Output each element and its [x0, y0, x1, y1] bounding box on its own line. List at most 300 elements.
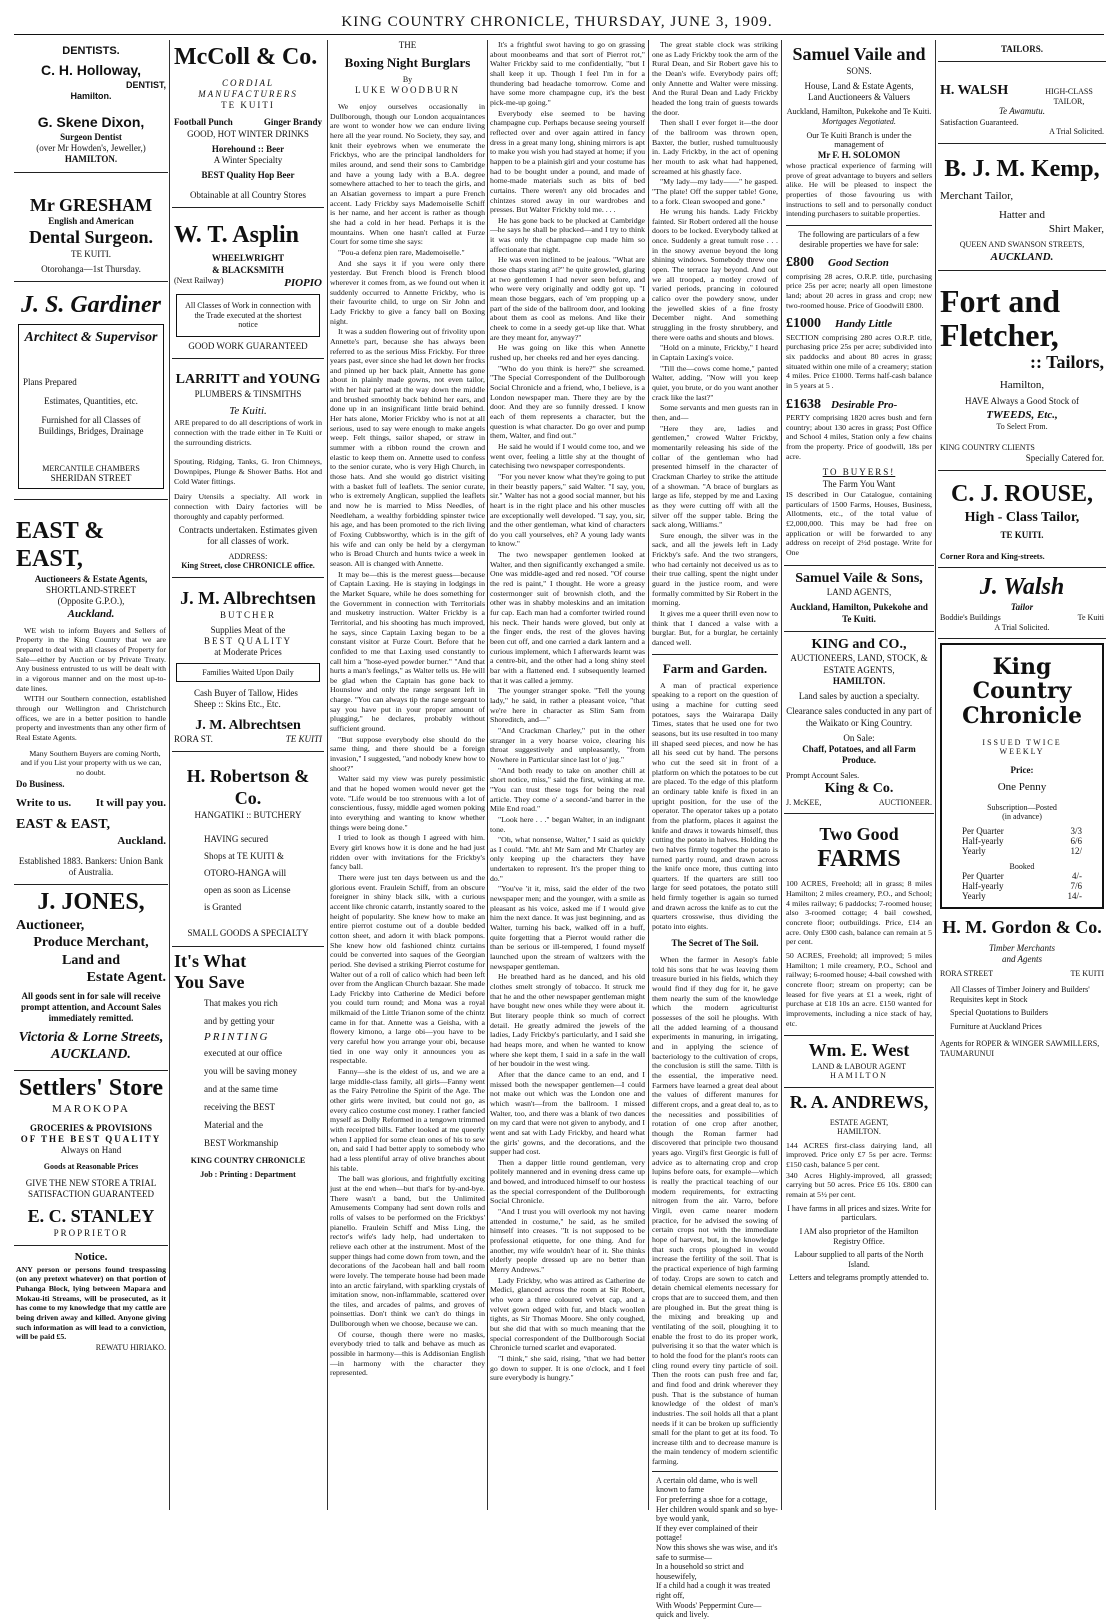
vaile-ad [784, 40, 934, 566]
advertiser-name: H. M. Gordon & Co. [942, 917, 1102, 938]
advertiser-name: Fort and [940, 283, 1060, 320]
advertiser-title: Tailor [1010, 601, 1034, 612]
product-name: Horehound :: Beer [211, 143, 285, 154]
advertiser-title: DENTIST, [125, 79, 166, 90]
advertiser-name: B. J. M. Kemp, [944, 155, 1100, 182]
story-paragraph: The ball was glorious, and frightfully exciting just at the end when—but that's for by-and-bye. There wasn't a band, but the Unlimited Amusements Company had sent down rolls and rolls of valses to be performed on the Frickbys' pianello. Fraulein Schiff and Miss Ling, the rector's wife's lady help, had undertaken to relieve each other at the instrument. Most of the supper things had come down from town, and the decorations of the Jacobean hall and ball room were lovely. The temperate house had been made into an arctic fairyland, with sparkling crystals of imitation snow, non-inflammable, scattered over the tiles, and arcades of palms, and groves of poinsettias. Don't think we can't do things in Dullborough when we choose, because we can. [330, 1174, 485, 1329]
property-description: SECTION comprising 280 acres O.R.P. title, purchasing price 25s per acre; subdivided into six paddocks and about 80 acres in grass; situated within one mile of a creamery; station 4 miles. Price £1000. Terms half-cash balance in 5 years at 5 . [786, 332, 932, 390]
column-2 [172, 40, 324, 1185]
rate-row: Per Quarter 3/3 [962, 825, 1082, 836]
robertson-ad [172, 752, 324, 946]
advertiser-address: QUEEN AND SWANSON STREETS, [959, 240, 1085, 250]
notice-text: ANY person or persons found trespassing (on any pretext whatever) on that portion of Puhanga Block, lying between Mapara and Mokau-iti Streams, will be prosecuted, as it has come to my knowledge that my cattle are being driven away and killed. Anyone giving such information as will lead to a conviction, will be paid £5. [16, 1264, 166, 1342]
service-line: All Classes of Timber Joinery and Builders' Requisites kept in Stock [950, 985, 1090, 1004]
advertiser-place: AUCKLAND. [51, 1047, 131, 1063]
ad-line: and by getting your [204, 1015, 275, 1026]
publication-title: King [992, 654, 1052, 681]
ad-paragraph: Dairy Utensils a specialty. All work in connection with Dairy factories will be thoroughly and capably performed. [174, 492, 322, 521]
story-paragraph: "And Crackman Charley," put in the other stranger in a very hoarse voice, clearing his throat suggestively and unpleasantly, "from Nowhere in Particular since last lot o' jug." [490, 725, 645, 764]
property-price: £1000 [786, 316, 821, 332]
jones-ad [14, 885, 168, 1070]
advertiser-place: Auckland. [117, 834, 166, 847]
property-description: PERTY comprising 1820 acres bush and fern country; about 130 acres in grass; Post Office and School 4 miles, Station only a few chains from the property. Price of goodwill, 18s per acre. [786, 413, 932, 461]
printing-ad [172, 947, 324, 1186]
advertiser-place: Auckland, Hamilton, Pukekohe and Te Kuiti. [790, 602, 928, 624]
albrechtsen-ad [172, 578, 324, 752]
advertiser-subtitle: HIGH-CLASS TAILOR, [1045, 87, 1093, 106]
service-line: Supplies Meat of the [210, 624, 286, 635]
story-paragraph: It may be—this is the merest guess—because of Captain Laxing. He is staying in lodgings in the Market Square, while he does something for the Government in connection with Territorials and musketry instruction. Walter Frickby is a Territorial, and his shooting has much improved, he says, since Captain Laxing began to be a constant visitor at Furze Court. Before that he confided to me that Laxing used constantly to call him a "hose-eyed powder burner." "And that hurts a man's feelings," as Walter tells us. He will be glad when the Captain has gone back to Hounslow and only the range sergeant left in charge. "You can always tip the range sergeant to say you have put in your proper amount of plugging," he declares, probably without sufficient ground. [330, 569, 485, 734]
advertiser-subtitle: House, Land & Estate Agents, [804, 80, 914, 91]
advertiser-address: Boddie's Buildings [940, 613, 1001, 623]
advertiser-title: Estate Agent. [86, 970, 166, 986]
advertiser-name: J. M. Albrechtsen [180, 587, 316, 608]
service-line: GROCERIES & PROVISIONS [29, 1122, 153, 1133]
advertiser-title: Architect & Supervisor [24, 330, 158, 346]
service-box: Families Waited Upon Daily [176, 663, 320, 683]
service-line: On Sale: [843, 732, 875, 743]
advertiser-place: Te Kuiti [1077, 613, 1104, 623]
ad-paragraph: HAVING secured Shops at TE KUITI & OTORO-HANGA will open as soon as License is Granted [204, 833, 291, 913]
advertiser-address: (over Mr Howden's, Jeweller,) [36, 143, 146, 154]
advertiser-place: PIOPIO [284, 276, 322, 289]
publisher-department: Job : Printing : Department [200, 1169, 296, 1179]
advertiser-name: H. WALSH [940, 83, 1009, 99]
rate-row: Half-yearly 7/6 [962, 881, 1082, 892]
column-rule [648, 40, 649, 1510]
west-ad [784, 1036, 934, 1088]
advertiser-title: & BLACKSMITH [212, 264, 284, 275]
section-heading: TO BUYERS! [822, 467, 896, 478]
ad-emphasis: Do Business. [16, 778, 65, 789]
column-rule [327, 40, 328, 1510]
article-subtitle: The Secret of The Soil. [671, 937, 759, 948]
poem-line: With Woods' Peppermint Cure—quick and lively. [656, 1600, 762, 1620]
ad-paragraph: ARE prepared to do all descriptions of work in connection with the trade either in Te Kuiti or the surrounding districts. [174, 418, 322, 447]
advertiser-address: SHORTLAND-STREET [46, 584, 136, 595]
advertiser-name: J. Walsh [979, 574, 1065, 601]
service-line: A Trial Solicited. [1049, 127, 1104, 137]
advertiser-place: TE KUITI [285, 734, 322, 745]
story-author: LUKE WOODBURN [354, 84, 461, 95]
ad-paragraph: Many Southern Buyers are coming North, and if you List your property with us we can, no doubt. [20, 748, 162, 777]
rate-row: Per Quarter 4/- [962, 871, 1082, 882]
advertiser-place: HAMILTON. [64, 154, 118, 165]
service-line: Obtainable at all Country Stores [190, 189, 306, 200]
service-line: Furnished for all Classes of Buildings, Bridges, Drainage [38, 415, 144, 437]
poem-line: Her children would spank and so bye-bye would yank, [656, 1504, 778, 1524]
poem-line: If a child had a cough it was treated right off, [656, 1581, 771, 1600]
advertiser-name: LARRITT and YOUNG [175, 372, 321, 388]
manager-name: Mr F. H. SOLOMON [817, 149, 901, 160]
story-paragraph: He wrung his hands. Lady Frickby fainted. Sir Robert ordered all the house doors to be locked. Everybody talked at once. Suddenly a great tumult rose . . . in the snowy avenue beyond the long shining windows. Somebody threw one open. The terrace lay beyond. And out we all trooped, a motley crowd of varied periods, prancing in coloured calico over the powdery snow, under the jewelled skies of a fine frosty December night. And something struggling in the frosty shrubbery, and there were oaths and shouts and blows. [652, 207, 778, 342]
advertiser-place: HANGATIKI :: BUTCHERY [194, 809, 302, 820]
service-line: I AM also proprietor of the Hamilton Registry Office. [799, 1226, 919, 1246]
advertiser-name: G. Skene Dixon, [37, 114, 145, 131]
advertiser-subtitle: AUCTIONEERS, LAND, STOCK, & ESTATE AGENTS, [790, 653, 928, 675]
section-heading: TAILORS. [1000, 44, 1044, 54]
masthead: KING COUNTRY CHRONICLE, THURSDAY, JUNE 3, 1909. [341, 14, 773, 30]
advertiser-place: Auckland, Hamilton, Pukekohe and Te Kuiti. [786, 107, 932, 117]
proprietor-name: E. C. STANLEY [27, 1206, 155, 1227]
section-heading: DENTISTS. [62, 45, 120, 57]
service-line: Cash Buyer of Tallow, Hides Sheep :: Skins Etc., Etc. [194, 688, 298, 710]
advertiser-name: Fletcher, [940, 316, 1059, 353]
poem-line: For preferring a shoe for a cottage, [656, 1494, 768, 1504]
column-rule [169, 40, 170, 1510]
story-paragraph: "Here they are, ladies and gentlemen," crowed Walter Frickby, momentarily releasing his side of the collar of the gentleman who had presented himself in the character of Crackman Charley to strike the attitude of a showman. "A brace of burglars as large as life, stepped by me and Laxing as they were cutting off with all the silver off the supper table. Bring the sack along, Williams." [652, 423, 778, 530]
story-paragraph: "Who do you think is here?" she screamed. "The Special Correspondent of the Dullborough Social Chronicle and a friend, who, I believe, is a London newspaper man. There they are by the door. And they are so funnily dressed. I know each of them represents a character, but the question is what character. Do go over and pump them, Walter, and find out." [490, 363, 645, 441]
poem-line: A certain old dame, who is well known to fame [656, 1475, 758, 1495]
advertiser-name: King & Co. [824, 781, 894, 797]
advertiser-place: TE KUITI [221, 100, 275, 111]
property-title: Good Section [828, 257, 889, 270]
article-paragraph: A man of practical experience speaking to a report on the question of using a machine for cutting seed potatoes, says the Wairarapa Daily Times, states that he used one for two seasons, but its use resulted in too many ill shaped seed pieces, and now he has all his seed cut by hand. The persons who cut the seed sit in front of a platform on which the potatoes to be cut are placed. To the edge of this platform an ordinary table knife is fixed in an upright position, for the use of the operator. The operator takes up a potato from the platform, places it against the knife and draws it towards himself, thus cutting the potato in halves. Holding the two halves firmly together the potato is turned partly round, and drawn across the knife once more, thus cutting into quarters. If the quarters are still too large for seed potatoes, the potato still held firmly together is again so turned and drawn across the knife as to cut the quarters crosswise, thus dividing the potato into eights. [652, 680, 778, 932]
advertiser-subtitle: PLUMBERS & TINSMITHS [194, 388, 302, 399]
advertiser-subtitle: and Agents [1001, 954, 1043, 965]
issue-frequency: ISSUED TWICE WEEKLY [982, 737, 1062, 757]
service-line: Goods at Reasonable Prices [43, 1162, 139, 1172]
service-line: To Select From. [996, 421, 1048, 431]
rate-row: Half-yearly 6/6 [962, 835, 1082, 846]
advertiser-place: MAROKOPA [52, 1103, 130, 1116]
subscription-note: (in advance) [1002, 812, 1042, 822]
poem-line: In a household so strict and housewifely, [656, 1562, 744, 1581]
proprietor-title: PROPRIETOR [53, 1228, 129, 1239]
vaile-sons-ad [784, 566, 934, 632]
established-note: Established 1883. Bankers: Union Bank of Australia. [18, 855, 164, 878]
asplin-ad [172, 208, 324, 359]
advertiser-address: Corner Rora and King-streets. [940, 551, 1045, 561]
story-paragraph: "Hold on a minute, Frickby," I heard in Captain Laxing's voice. [652, 343, 778, 362]
column-rule [935, 40, 936, 1510]
advertiser-subtitle: ESTATE AGENT, [829, 1117, 889, 1127]
ad-paragraph: All goods sent in for sale will receive prompt attention, and Account Sales immediately remitted. [20, 990, 162, 1024]
advertiser-place: HAMILTON [830, 1071, 888, 1081]
service-line: GOOD WORK GUARANTEED [188, 341, 308, 352]
notice-signature: REWATU HIRIAKO. [95, 1342, 166, 1352]
story-kicker: THE [398, 40, 417, 50]
service-line: A Trial Solicited. [994, 622, 1050, 632]
advertiser-name: C. H. Holloway, [40, 62, 142, 79]
service-line: TWEEDS, Etc., [986, 408, 1058, 421]
advertiser-address: (Opposite G.P.O.), [57, 596, 125, 607]
subscription-heading: Subscription—Posted [987, 802, 1057, 812]
column-rule [487, 40, 488, 1510]
price-value: One Penny [997, 781, 1047, 794]
story-paragraph: "Till the—cows come home," panted Walter, adding, "Now will you keep quiet, you brute, or do you want another crack like the last?" [652, 363, 778, 402]
section-subheading: The Farm You Want [822, 478, 896, 489]
story-paragraph: "Pou-a defenz pien rare, Mademoiselle." [338, 247, 465, 257]
fort-fletcher-ad [938, 271, 1106, 471]
ad-emphasis: Write to us. [16, 796, 72, 809]
service-line: Satisfaction Guaranteed. [940, 117, 1019, 127]
two-farms-ad [784, 814, 934, 1036]
advertiser-place: Hamilton. [70, 91, 112, 102]
story-paragraph: There were just ten days between us and the glorious event. Fraulein Schiff, from an obscure foreigner in shiny black silk, with a curious accent like chronic catarrh, instantly soared to the height of popularity. She knew how to make an entire pierrot costume out of a double bedded cotton sheet, and adorn it with black pompons. She knew how old fashioned chintz curtains could be converted into saques of the Georgian period. She devised a striking Pierrot costume for Walter out of a roll of calico which had been left over from the Anglican Church bazaar. She made Lady Frickby into Catherine de Medici before you could turn round; and Mona was a royal milkmaid of the Little Trianon some of the chintz came in for that. Annette was a Geisha, with a flowery kimono, a large obi—you have to be very careful how you arrange your obi, because tied in one way only it announces you as respectable. [330, 872, 486, 1066]
advertiser-name: KING and CO., [811, 636, 907, 652]
story-paragraph: Then a dapper little round gentleman, very politely mannered and in evening dress came up and bowed, and introduced himself to our hostess as the special correspondent of the Dullborough Social Chronicle. [490, 1157, 645, 1206]
advertiser-name: Wm. E. West [808, 1040, 910, 1061]
property-title: Handy Little [835, 318, 893, 331]
story-paragraph: The two newspaper gentlemen looked at Walter, and then significantly exchanged a smile. One was middle-aged and red nosed. "Of course the red is paint," I thought. He wore a greasy costermonger suit of brownish cloth, and the other was in shabby moleskins and an imitation fur cap. Each man had a comforter twirled round his neck. Their hands were gloved, but only at the finger ends, the rest of the gloves having been cut off, and one carried a dark lantern and a curious implement, which I afterwards learnt was a centre-bit, and the other had a long shiny steel bar with a flattened end. I subsequently learned that it was called a jemmy. [490, 550, 645, 685]
advertiser-address: Victoria & Lorne Streets, [18, 1029, 164, 1045]
advertiser-name: J. JONES, [37, 889, 145, 916]
advertiser-subtitle: LAND AGENTS, [826, 587, 892, 598]
service-line: at Moderate Prices [214, 647, 282, 658]
advertiser-title: Land and [62, 952, 120, 968]
story-byline-prefix: By [402, 75, 413, 85]
settlers-ad [14, 1071, 168, 1247]
ad-line: That makes you rich [204, 997, 278, 1008]
advertiser-title: WHEELWRIGHT [211, 253, 285, 264]
chronicle-ad [940, 643, 1104, 909]
advertiser-address: RORA STREET [940, 969, 994, 979]
story-paragraph: He has gone back to be plucked at Cambridge—he says he shall be plucked—and I try to think it was only the champagne cup made him so affectionate that night. [490, 215, 645, 254]
advertiser-title: Merchant Tailor, [940, 190, 1014, 203]
advertiser-title: Dental Surgeon. [28, 227, 153, 248]
story-paragraph: "And I trust you will overlook my not having attended in costume," he said, as he smiled himself into creases. "It is not supposed to be professional etiquette, for one thing. And for another, my wife wouldn't hear of it. She thinks elderly people dressed up are no better than Merry Andrews." [490, 1207, 645, 1275]
price-heading: Price: [1010, 765, 1034, 776]
advertiser-subtitle: Timber Merchants [989, 942, 1055, 953]
advertiser-title: BUTCHER [219, 609, 276, 620]
ad-paragraph: The following are particulars of a few desirable properties we have for sale: [786, 225, 932, 249]
story-paragraph: "Oh, what nonsense, Walter," I said as quickly as I could. "Mr. ah! Mr Sam and Mr Charley are only keeping up the characters they have undertaken to represent. It's the proper thing to do." [490, 835, 645, 883]
top-rule [14, 34, 1104, 35]
story-paragraph: I tried to look as though I agreed with him. Every girl knows how it is done and he had just ridden over with invitations for the Frickby's fancy ball. [330, 833, 485, 872]
story-paragraph: He said he would if I would come too, and we went over, feeling a little shy at the thought of catechising two newspaper correspondents. [490, 441, 645, 471]
story-paragraph: The younger stranger spoke. "Tell the young lady," he said, in rather a pleasant voice, "that we're here in character as Slim Sam from Shoreditch, and—" [490, 686, 645, 725]
poem-line: Now this shows she was wise, and it's safe to surmise— [656, 1542, 778, 1562]
story-paragraph: Fanny—she is the eldest of us, and we are a large middle-class family, all girls—Fanny went as the Fairy Petroline the Spirit of the Age. The other girls were invited, but could not go, as every calico costume cost money. I rather fancied myself as Dolly Reformed in a tengown trimmed with receipted bills. Father looked at me queerly when I applied for some clean ones of his to sew on, and said I had better apply to somebody who had a less plentiful array of olive branches about his table. [330, 1067, 485, 1173]
service-line: Special Quotations to Builders [950, 1008, 1048, 1018]
service-line: Letters and telegrams promptly attended to. [789, 1273, 929, 1283]
advertiser-place: Hamilton, [999, 379, 1045, 392]
story-paragraph: Sure enough, the silver was in the sack, and all the jewels left in Lady Frickby's safe. And the two strangers, who had certainly not deceived us as to their true calling, spent the night under guard in the justice room, and were formally committed by Sir Robert in the morning. [652, 530, 778, 608]
story-paragraph: And she says it if you were only there yesterday. But French blood is French blood wherever it comes from, as we found out when it suddenly occurred to Annette Frickby, who is their favourite child, to urge on Sir John and Lady Frickby to give a fancy ball on Boxing night. [330, 258, 485, 326]
ad-paragraph: Contracts undertaken. Estimates given for all classes of work. [178, 525, 318, 547]
advertiser-address: King Street, close CHRONICLE office. [181, 561, 315, 571]
ad-line: you will be saving money [204, 1065, 297, 1076]
advertiser-address: SHERIDAN STREET [50, 473, 132, 484]
ad-paragraph: Spouting, Ridging, Tanks, G. Iron Chimneys, Downpipes, Plunge & Shower Baths. Hot and Cold Water fittings. [174, 457, 322, 486]
advertiser-name: Settlers' Store [18, 1074, 164, 1101]
j-walsh-ad [938, 568, 1106, 639]
gardiner-ad [14, 282, 168, 500]
story-paragraph: "For you never know what they're going to put in their beastly papers," said Walter. "I say, you, sir." Walter has not a good social manner, but his heart is in the right place and his other muscles are exceptionally well developed. "I say, you, sir, and the other gentleman, what kind of characters do you call yourselves, eh? A young lady wants to know." [490, 471, 645, 549]
story-paragraph: After that the dance came to an end, and I missed both the newspaper gentlemen—I could not make out which was the London one and which wasn't—from the ballroom. I missed Walter, too, and there was a blank of two dances on my card that were not given to anybody, and I went and sat with Lady Frickby, and heard what the girls' gowns, and the decorations, and the supper had cost. [490, 1069, 645, 1157]
advertiser-place: TE KUITI. [71, 248, 111, 259]
ad-line: receiving the BEST [204, 1101, 275, 1112]
advertiser-name: J. S. Gardiner [20, 292, 162, 319]
advertiser-subtitle: MANUFACTURERS [198, 88, 298, 99]
story-paragraph: "I think," she said, rising, "that we had better go down to supper. It is one o'clock, and I feel sure everybody is hungry." [490, 1353, 645, 1383]
service-line: Always on Hand [60, 1145, 122, 1156]
advertiser-name: EAST & EAST, [16, 518, 105, 573]
service-line: Plans Prepared [23, 376, 77, 387]
story-paragraph: Of course, though there were no masks, everybody tried to talk and behave as much as possible in harmony—this is Addisonian English—in harmony with the character they represented. [330, 1329, 485, 1378]
column-1 [14, 40, 168, 1358]
story-paragraph: It gives me a queer thrill even now to think that I danced a valse with a burglar. But, for a burglar, he certainly danced well. [652, 609, 778, 648]
ad-paragraph: Our Te Kuiti Branch is under the management of [806, 130, 912, 150]
advertiser-name: Samuel Vaile & Sons, [795, 570, 923, 586]
advertiser-address: (Next Railway) [174, 275, 224, 285]
column-4 [490, 40, 645, 1384]
service-line: BEST QUALITY [203, 636, 293, 646]
auctioneer-title: AUCTIONEER. [878, 797, 932, 807]
story-paragraph: Lady Frickby, who was attired as Catherine de Medici, glanced across the room at Sir Robert, who wore a three coloured velvet cap, and a velvet gown edged with fur, and black woollen tights, as Sir Thomas Moore. She only coughed, but she did that with so much meaning that the special correspondent of the Dullborough Social Chronicle turned scarlet and evaporated. [490, 1275, 645, 1353]
address-heading: ADDRESS: [228, 551, 268, 561]
property-title: Desirable Pro- [831, 398, 898, 411]
story-paragraph: Some servants and men guests ran in then, and— [652, 403, 778, 422]
property-description: 100 ACRES, Freehold; all in grass; 8 miles Hamilton; 2 miles creamery, P.O., and School; 4 miles railway; 6 paddocks; 7-roomed house; also 3-roomed cottage; 4 bail cowshed, concrete floor; outbuildings. Price, £14 an acre. Only £300 cash, balance can remain at 5 per cent. [786, 879, 932, 947]
story-paragraph: He was going on like this when Annette rushed up, her cheeks red and her eyes dancing. [490, 343, 645, 362]
service-line: I have farms in all prices and sizes. Write for particulars. [787, 1203, 931, 1223]
h-walsh-ad [938, 62, 1106, 144]
product-name: Football Punch [174, 117, 233, 128]
advertiser-name: W. T. Asplin [174, 221, 299, 248]
story-paragraph: Everybody else seemed to be having champagne cup. Perhaps because seeing yourself reflected over and over again attired in fancy dress in a great many long, shining mirrors is apt to make you wish you had stayed at home; if you happen to be a plainish girl and your costume has had to be bought under a pound, and made of home-made materials such as bits of bed curtains. There weren't any old brocades and chintzes stored away in our wardrobes and presses. But Walter Frickby told me. . . . [490, 108, 645, 215]
column-3 [330, 40, 485, 1379]
advertiser-title: Auctioneer, [16, 917, 85, 933]
service-line: A Winter Specialty [213, 155, 283, 166]
service-line: SMALL GOODS A SPECIALTY [187, 928, 309, 939]
service-line: Chaff, Potatoes, and all Farm Produce. [802, 744, 916, 766]
property-description: 144 ACRES first-class dairying land, all improved. Price only £7 5s per acre. Terms: £150 cash, balance 5 per cent. [786, 1140, 932, 1170]
advertiser-place: HAMILTON. [832, 675, 886, 686]
ad-paragraph: whose practical experience of farming will prove of great advantage to buyers and sellers alike. He will be pleased to inspect the properties of those favouring us with instructions to sell and to personally conduct intending purchasers to suitable properties. [786, 160, 932, 219]
advertiser-place: Te Kuiti. [229, 405, 267, 418]
advertiser-subtitle: Auctioneers & Estate Agents, [34, 573, 148, 584]
service-line: KING COUNTRY CLIENTS [940, 443, 1035, 453]
gresham-ad [14, 173, 168, 283]
subscription-heading: Booked [1009, 861, 1035, 871]
advertiser-title: Surgeon Dentist [60, 131, 122, 142]
service-box: All Classes of Work in connection with the Trade executed at the shortest notice [176, 294, 320, 337]
property-description: 340 Acres Highly-improved, all grassed; carrying but 50 acres. Price £6 10s. £800 can remain at 5½ per cent. [786, 1170, 932, 1200]
story-paragraph: We enjoy ourselves occasionally in Dullborough, though our London acquaintances are wont to wonder how we can endure living here all the year round. No Society, they say, and knit their eyebrows when we enumerate the Frickbys, who are the principal landholders for miles around, and send their sons to Cambridge and have a young lady with a B.A. degree somewhere attached to her to teach the girls, and an Alsatian governess to impart a pure French accent. Lady Frickby says Mademoiselle Schiff is her name, and her accent is rather as though she had a cold in her head. Perhaps it is the mountains. When one hasn't called at Furze Court for some time she says: [330, 102, 485, 247]
advertiser-subtitle: CORDIAL [222, 77, 274, 88]
advertiser-subtitle: LAND & LABOUR AGENT [812, 1061, 906, 1071]
notice-ad [14, 1246, 168, 1358]
tailors-section [938, 40, 1106, 62]
story-paragraph: He breathed hard as he danced, and his old clothes smelt strongly of tobacco. It struck me that he and the other newspaper gentleman might have bought new ones while they were about it. But literary people think so much of correct detail. He greatly admired the jewels of the ladies, Lady Frickby's particularly, and I said she had heaps more, and when he wanted to know where she kept them, I said in a safe in the wall of her boudoir in the west wing. [490, 972, 645, 1069]
story-paragraph: "And both ready to take on another chill at short notice, miss," said the first, winking at me. "You can trust these togs for being the real article. They come o' a second-'and barrer in the Mile End road." [490, 765, 645, 814]
advertiser-place: AUCKLAND. [990, 250, 1054, 263]
column-6 [784, 40, 934, 1289]
story-title: Boxing Night Burglars [344, 55, 471, 71]
story-paragraph: "My lady—my lady——" he gasped. "The plate! Off the supper table! Gone, to a fork. Clean swooped and gone." [652, 177, 778, 206]
ad-line: PRINTING [204, 1030, 270, 1043]
gordon-ad [938, 913, 1106, 1064]
advertiser-name: McColl & Co. [174, 44, 318, 70]
story-paragraph: "But suppose everybody else should do the same thing, and there should be a foreign invasion," I suggested, "and nobody knew how to shoot?" [330, 734, 485, 773]
advertiser-name: R. A. ANDREWS, [789, 1092, 929, 1113]
story-paragraph: It's a frightful swot having to go on grassing about moonbeams and that sort of Pierrot rot," Walter Frickby said to me confidentially, "but I shall keep it up. Though I feel I'm in for a thundering bad headache tomorrow. Come and have some more champagne cup, it's the best pick-me-up going." [490, 40, 645, 107]
advertiser-name: Samuel Vaile and [792, 44, 926, 64]
kemp-ad [938, 144, 1106, 271]
story-paragraph: Then shall I ever forget it—the door of the ballroom was thrown open, Baxter, the butler, rushed tumultuously in. Lady Frickby, in the act of opening her mouth to ask what had happened, screamed at his ghastly face. [652, 118, 778, 176]
column-7 [938, 40, 1106, 1065]
column-5 [652, 40, 778, 1620]
advertiser-name: EAST & EAST, [16, 817, 111, 833]
service-line: Land sales by auction a specialty. [798, 691, 920, 702]
story-paragraph: "You've 'it it, miss, said the elder of the two newspaper men; and the younger, with a smile as pleasant as his voice, asked me if I would give him the next dance. It was just beginning, and as Walter, turning his back, walked off in a huff, quite forgetting that a Pierrot would rather die than be serious or ill-tempered, I found myself launched upon the stream of waltzers with the newspaper gentleman. [490, 884, 645, 971]
advertiser-place: HAMILTON. [837, 1127, 881, 1137]
service-line: HAVE Always a Good Stock of [964, 396, 1080, 407]
story-paragraph: The great stable clock was striking one as Lady Frickby took the arm of the Rural Dean, and Sir Robert gave his to the Dean's wife. Everybody pairs off; only Annette and Walter were missing. And the Rural Dean and Lady Frickby headed the long train of guests towards the door. [652, 40, 778, 117]
property-description: 50 ACRES, Freehold; all improved; 5 miles Hamilton; 1 mile creamery, P.O., School and railway; 6-roomed house; 4-bail cowshed with concrete floor; stream on property; can be leased for five years at £1 a week, right of purchase at £18 10s an acre. £150 wanted for improvements, including a nice stack of hay, etc. [786, 951, 932, 1028]
advertiser-subtitle: English and American [48, 216, 134, 227]
dentists-section [14, 40, 168, 173]
ad-paragraph: WITH our Southern connection, established through our Wellington and Christchurch offices, we are in a better position to handle property and investments than any other firm of Real Estate Agents. [16, 694, 166, 742]
advertiser-title: Produce Merchant, [33, 935, 149, 951]
rate-row: Yearly 14/- [962, 891, 1082, 902]
visit-day: Otorohanga—1st Thursday. [41, 264, 141, 275]
story-paragraph: "Look here . . ." began Walter, in an indignant tone. [490, 814, 645, 834]
advertiser-place: Te Awamutu. [998, 106, 1045, 117]
property-price: £800 [786, 255, 814, 271]
advertiser-place: Auckland. [67, 608, 115, 621]
service-line: Labour supplied to all parts of the North Island. [794, 1250, 924, 1269]
ad-headline: FARMS [817, 845, 901, 872]
article-paragraph: When the farmer in Aesop's fable told his sons that he was leaving them treasure buried in his fields, which they would find if they dug for it, he gave them nearly the sum of the knowledge which the modern agriculturist possesses of the soil he ploughs. With all the added learning of a thousand experiments in manuring, in irrigating, and in applying the science of bacteriology to the cultivation of crops, the conclusion is still the same. Tilth is the essential, the imperative need. Farmers have learned a great deal about the values of different manures for different crops, and a great deal to, as to the necessities and possibilities of rotation of one crop after another, though the Roman farmer had discovered that principle two thousand years ago. Virgil's first Georgic is full of advice as to alternating crop and crop lupins before oats, for example—which is really the practical teaching of our modern requirements, for extracting nitrogen from the air. Varro, before Virgil, even came nearer modern practice, for he advised the sowing of certain crops not with the immediate hope of harvest, but, in the knowledge that such crops ploughed in would increase the fertility of the soil. That is the practical experience of high farming of today. Crops are sown to catch and detain chemical elements necessary for crops that are to succeed them, and then are ploughed in. But the great thing is the mixing and breaking up and ventilating of the soil, ploughing it to enable the frost to do its proper work, pulverising it so that the water which is to hold the food for the plant's roots can cling round every tiny particle of soil. Then the roots can push free and far, and find food and drink wherever they push. That is the substance of human knowledge of the oldest of man's industries. The soil holds all that a plant needs if it can be broken up sufficiently small for the plant to get at its food. To increase tilth and to decrease manure is the main tendency of modern scientific farming. [652, 955, 778, 1467]
ad-line: executed at our office [204, 1047, 283, 1058]
ad-emphasis: It will pay you. [95, 796, 166, 809]
advertiser-title: :: Tailors, [1029, 352, 1104, 373]
advertiser-name: H. Robertson & Co. [186, 766, 310, 808]
rouse-ad [938, 471, 1106, 568]
product-name: BEST Quality Hop Beer [201, 170, 295, 181]
advertiser-place: TE KUITI [1070, 969, 1104, 979]
ad-paragraph: IS described in Our Catalogue, containing particulars of 1500 Farms, Houses, Business, Allotments, etc., of the total value of £2,000,000. This may be had free on application or will be forwarded to any address on receipt of 2½d postage. Write for One [786, 489, 932, 557]
property-description: comprising 28 acres, O.R.P. title, purchasing price 25s per acre; nearly all open limestone land; about 20 acres in grass and crop; new two-roomed house. Price of Goodwill £800. [786, 271, 932, 310]
article-title: Farm and Garden. [662, 660, 768, 676]
advertiser-title: Hatter and [998, 208, 1046, 221]
story-paragraph: He was even inclined to be jealous. "What are those chaps staring at?" he quite growled, glaring at two gentlemen I had never seen before, and who were very originally and oddly got up. "I mean those beggars, each of 'em propping up a part of the side of the ballroom door, and looking about them as cool as melons. And like their cheek to come in a seedy get-up like that. What are they meant for, anyway?" [490, 255, 645, 342]
advertiser-place: TE KUITI. [1000, 530, 1044, 541]
notice-heading: Notice. [74, 1251, 108, 1264]
service-line: Estimates, Quantities, etc. [44, 395, 138, 406]
service-line: GIVE THE NEW STORE A TRIAL [25, 1177, 157, 1188]
andrews-ad [784, 1088, 934, 1289]
advertiser-address: RORA ST. [174, 734, 213, 745]
service-line: Specially Catered for. [1025, 453, 1104, 464]
ad-line: BEST Workmanship [204, 1137, 279, 1148]
service-line: Mortgages Negotiated. [822, 116, 896, 126]
east-ad [14, 500, 168, 885]
ad-paragraph: WE wish to inform Buyers and Sellers of Property in the King Country that we are prepared to deal with all classes of Property for Sale—either by Auction or by Private Treaty. Any business entrusted to us will be dealt with in a vigorous manner and on the most up-to-date lines. [16, 625, 166, 693]
larritt-ad [172, 359, 324, 578]
service-line: SATISFACTION GUARANTEED [27, 1189, 155, 1200]
ad-headline: Two Good [819, 824, 899, 845]
poem-line: If they ever complained of their pottage! [656, 1523, 758, 1543]
story-paragraph: Walter said my view was purely pessimistic and that he hoped women would never get the vote. "Life would be too strenuous with a lot of conscientious, fussy, middle aged women poking into everything and wanting to know whether things were being done." [330, 774, 485, 832]
story-paragraph: It was a sudden flowering out of frivolity upon Annette's part, because she has always been referred to as the serious Miss Frickby. For three years past, ever since she had let down her frocks and pinned up her back plait, Annette has gone about in plainly made gowns, not even tailor, with her hair parted at the way down the middle and brushed smoothly back behind her ears, and done up in an insignificant little braid behind. Her hats alone, Morier Frickby who is not at all serious, used to say were enough to make angels weep. Felt things, sailor shaped, or straw in summer with a ribbon round the crown and elastic to keep them on. Annette used to confess to the senior curate, who is very High Church, in those hats. And she would go district visiting with a basket full of leaflets. The senior curate, who is extremely Anglican, supplied the leaflets and now he is married to Miss Needles, of Needleham, a wealthy forbidding spinster twice his age, and has been promoted to the rich living of Foxing Cubbsworthy, which is in the gift of his wife and can only be held by a clergyman who is Broad Church and hunts twice a week in season. All is changed with Annette. [330, 327, 485, 568]
publisher-name: KING COUNTRY CHRONICLE [190, 1155, 306, 1165]
service-line: Furniture at Auckland Prices [950, 1021, 1042, 1031]
advertiser-name: Mr GRESHAM [29, 194, 153, 215]
advertiser-name: C. J. ROUSE, [950, 481, 1094, 508]
advertiser-title: Shirt Maker, [1048, 223, 1104, 236]
rate-row: Yearly 12/ [962, 845, 1082, 856]
property-price: £1638 [786, 396, 821, 412]
service-line: GOOD, HOT WINTER DRINKS [187, 128, 309, 139]
service-line: Clearance sales conducted in any part of the Waikato or King Country. [786, 706, 932, 728]
advertiser-name: SONS. [846, 65, 872, 76]
mccoll-ad [172, 40, 324, 208]
ad-headline: You Save [174, 972, 245, 993]
